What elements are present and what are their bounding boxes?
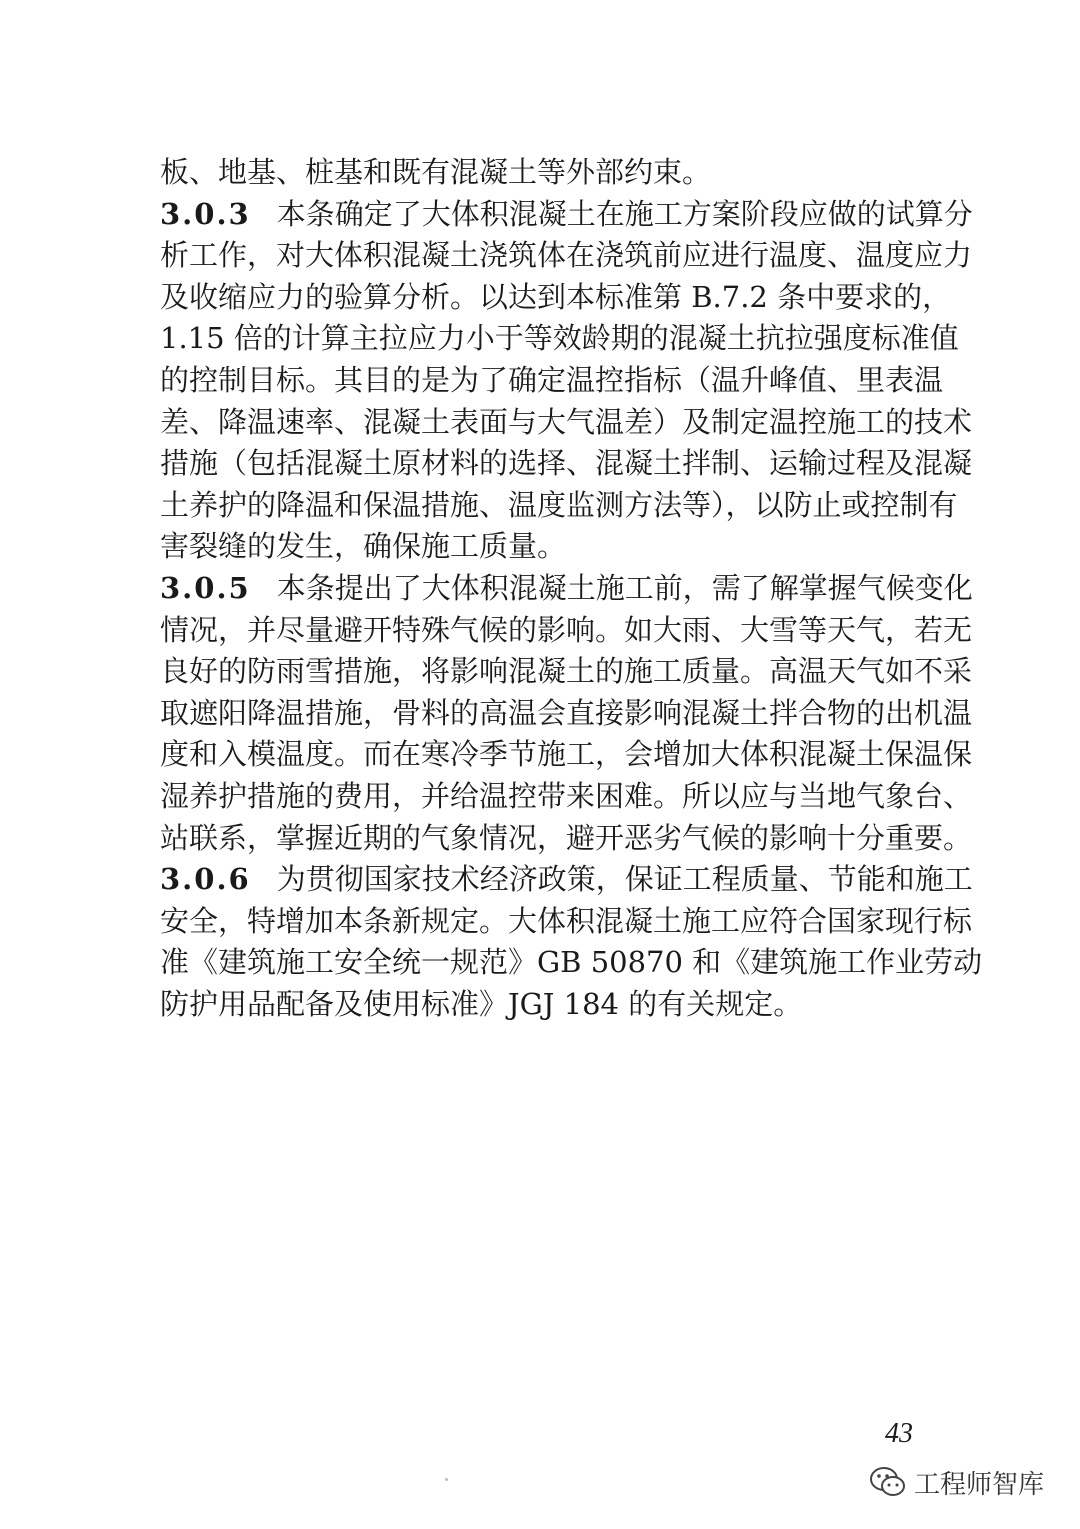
text-line: 度和入模温度。而在寒冷季节施工，会增加大体积混凝土保温保 (160, 737, 973, 772)
document-body (160, 152, 983, 1025)
watermark-text: 工程师智库 (914, 1469, 1045, 1500)
text-line: 析工作，对大体积混凝土浇筑体在浇筑前应进行温度、温度应力 (160, 238, 973, 273)
page-number: 43 (885, 1418, 913, 1449)
text-line: 本条提出了大体积混凝土施工前，需了解掌握气候变化 (276, 570, 973, 605)
text-line: 本条确定了大体积混凝土在施工方案阶段应做的试算分 (276, 196, 973, 231)
text-line: 1.15 倍的计算主拉应力小于等效龄期的混凝土抗拉强度标准值 (160, 321, 959, 356)
clause-number: 3.0.5 (160, 570, 251, 605)
clause-number: 3.0.6 (160, 862, 251, 897)
text-line: 的控制目标。其目的是为了确定温控指标（温升峰值、里表温 (160, 362, 944, 397)
clause-3-0-6-first-line (160, 859, 973, 901)
text-line: 及收缩应力的验算分析。以达到本标准第 B.7.2 条中要求的， (160, 279, 952, 314)
text-line: 湿养护措施的费用，并给温控带来困难。所以应与当地气象台、 (160, 778, 973, 813)
wechat-icon (868, 1462, 908, 1502)
text-line: 措施（包括混凝土原材料的选择、混凝土拌制、运输过程及混凝 (160, 446, 973, 481)
text-line: 取遮阳降温措施，骨料的高温会直接影响混凝土拌合物的出机温 (160, 695, 973, 730)
text-line: 土养护的降温和保温措施、温度监测方法等），以防止或控制有 (160, 487, 958, 522)
clause-3-0-3-first-line (160, 194, 973, 236)
watermark (868, 1462, 1044, 1502)
text-line: 板、地基、桩基和既有混凝土等外部约束。 (160, 155, 712, 189)
text-line: 差、降温速率、混凝土表面与大气温差）及制定温控施工的技术 (160, 404, 973, 439)
scan-speck (445, 1478, 448, 1481)
text-line: 情况，并尽量避开特殊气候的影响。如大雨、大雪等天气，若无 (160, 612, 973, 647)
text-line: 安全，特增加本条新规定。大体积混凝土施工应符合国家现行标 (160, 903, 973, 938)
text-line: 害裂缝的发生，确保施工质量。 (160, 529, 567, 564)
text-line: 防护用品配备及使用标准》JGJ 184 的有关规定。 (160, 986, 803, 1021)
text-line: 为贯彻国家技术经济政策，保证工程质量、节能和施工 (276, 862, 973, 897)
clause-3-0-5-first-line (160, 568, 973, 610)
text-line: 良好的防雨雪措施，将影响混凝土的施工质量。高温天气如不采 (160, 654, 973, 689)
clause-number: 3.0.3 (160, 196, 251, 231)
text-line: 准《建筑施工安全统一规范》GB 50870 和《建筑施工作业劳动 (160, 945, 983, 980)
text-line: 站联系，掌握近期的气象情况，避开恶劣气候的影响十分重要。 (160, 820, 973, 855)
